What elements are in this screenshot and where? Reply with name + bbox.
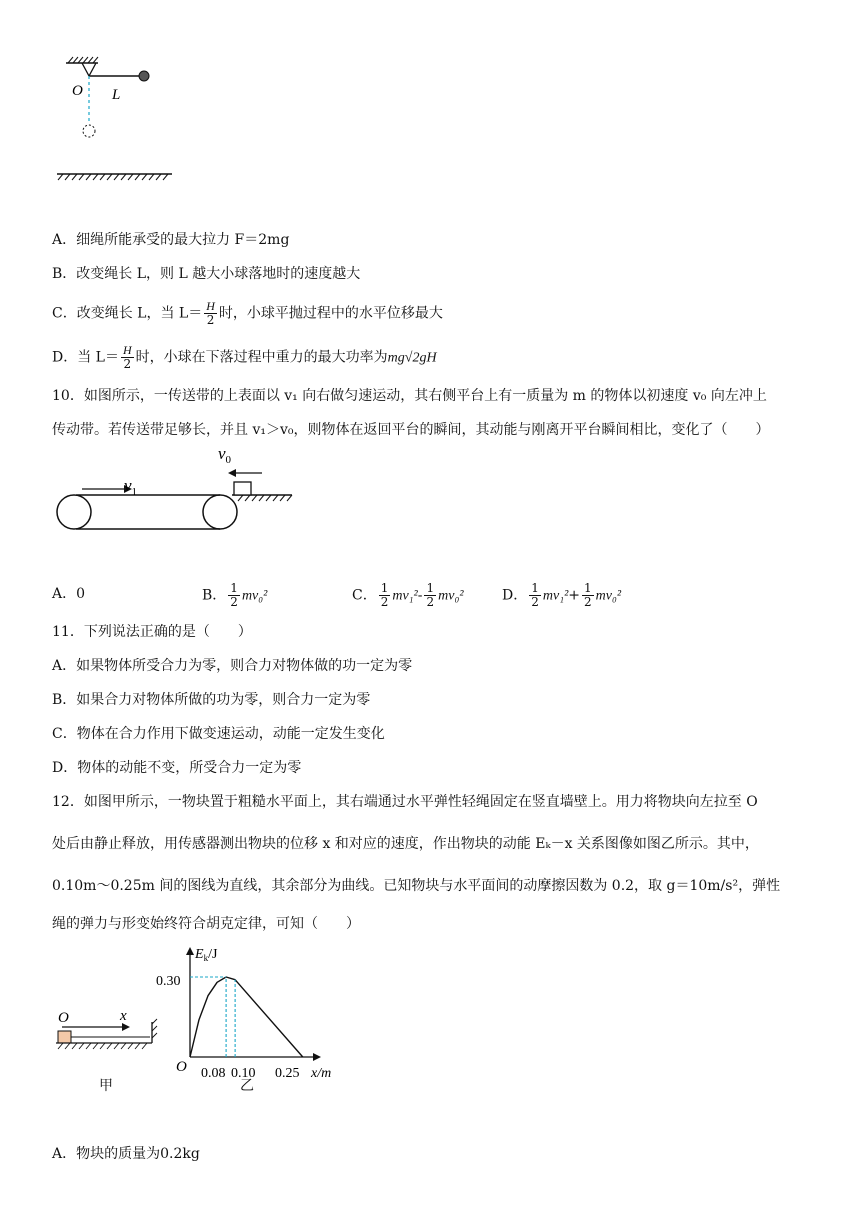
y-axis-label: $E_k/J$ (195, 947, 218, 963)
pivot-label: O (72, 83, 83, 99)
q11-option-b: B．如果合力对物体所做的功为零，则合力一定为零 (52, 692, 371, 708)
q11-option-c: C．物体在合力作用下做变速运动，动能一定发生变化 (52, 726, 385, 742)
x-axis-label: x/m (311, 1066, 332, 1080)
origin-label: O (176, 1059, 187, 1075)
y-tick-label: 0.30 (156, 974, 181, 989)
x-tick-label-0.25: 0.25 (275, 1066, 300, 1080)
v1-label: $v_1$ (124, 476, 138, 498)
q9-option-c-tail: 时，小球平抛过程中的水平位移最大 (218, 305, 443, 322)
length-label: L (112, 87, 121, 103)
caption-yi: 乙 (240, 1078, 254, 1094)
q12-option-a: A．物块的质量为0.2kg (52, 1146, 200, 1162)
q10-stem-line2: 传动带。若传送带足够长，并且 v₁＞v₀，则物体在返回平台的瞬间，其动能与刚离开平台瞬间相比，变化了（ ） (52, 422, 770, 438)
conveyor-belt-figure (52, 445, 302, 535)
q12-stem-line3: 0.10m～0.25m 间的图线为直线，其余部分为曲线。已知物块与水平面间的动摩擦因数为 0.2，取 g＝10m/s²，弹性 (52, 878, 781, 894)
q10-option-c: C． $\frac{1}{2}$ mv₁²- $\frac{1}{2}$ mv₀² (352, 581, 464, 609)
q10-option-a: A．0 (52, 586, 86, 602)
q10-stem-line1: 10．如图所示，一传送带的上表面以 v₁ 向右做匀速运动，其右侧平台上有一质量为 m 的物体以初速度 v₀ 向左冲上 (52, 388, 767, 404)
jia-origin-label: O (58, 1010, 69, 1026)
fraction-h-over-2: $\frac{H}{2}$ (206, 299, 215, 327)
q9-option-d: D．当 L＝ $\frac{H}{2}$ 时，小球在下落过程中重力的最大功率为mg√2gH (52, 343, 437, 371)
q9-option-c (52, 300, 443, 327)
max-power-expression: mg√2gH (387, 350, 437, 366)
caption-jia: 甲 (99, 1078, 113, 1094)
v0-label: $v_0$ (218, 445, 232, 466)
q12-stem-line1: 12．如图甲所示，一物块置于粗糙水平面上，其右端通过水平弹性轻绳固定在竖直墙壁上。用力将物块向左拉至 O (52, 794, 758, 810)
q12-stem-line2: 处后由静止释放，用传感器测出物块的位移 x 和对应的速度，作出物块的动能 Eₖ－x 关系图像如图乙所示。其中， (52, 836, 759, 852)
x-tick-label-0.10: 0.10 (231, 1066, 256, 1080)
q11-option-a: A．如果物体所受合力为零，则合力对物体做的功一定为零 (52, 658, 413, 674)
fraction-h-over-2: $\frac{H}{2}$ (122, 343, 132, 371)
q12-stem-line4: 绳的弹力与形变始终符合胡克定律，可知（ ） (52, 916, 360, 932)
q10-option-b: B． $\frac{1}{2}$ mv₀² (202, 581, 268, 609)
q9-option-b: B．改变绳长 L，则 L 越大小球落地时的速度越大 (52, 266, 361, 282)
q11-stem: 11．下列说法正确的是（ ） (52, 624, 252, 640)
ek-curve (190, 977, 303, 1057)
x-tick-label-0.08: 0.08 (201, 1066, 226, 1080)
q11-option-d: D．物体的动能不变，所受合力一定为零 (52, 760, 302, 776)
jia-x-label: x (120, 1008, 127, 1024)
pendulum-figure (52, 55, 182, 185)
ek-x-chart (150, 945, 345, 1080)
q10-option-d: D． $\frac{1}{2}$ mv₁²+ $\frac{1}{2}$ mv₀² (502, 581, 622, 609)
q9-option-c-text: C．改变绳长 L，当 L＝ (52, 305, 203, 322)
q9-option-a: A．细绳所能承受的最大拉力 F＝2mg (52, 232, 290, 248)
